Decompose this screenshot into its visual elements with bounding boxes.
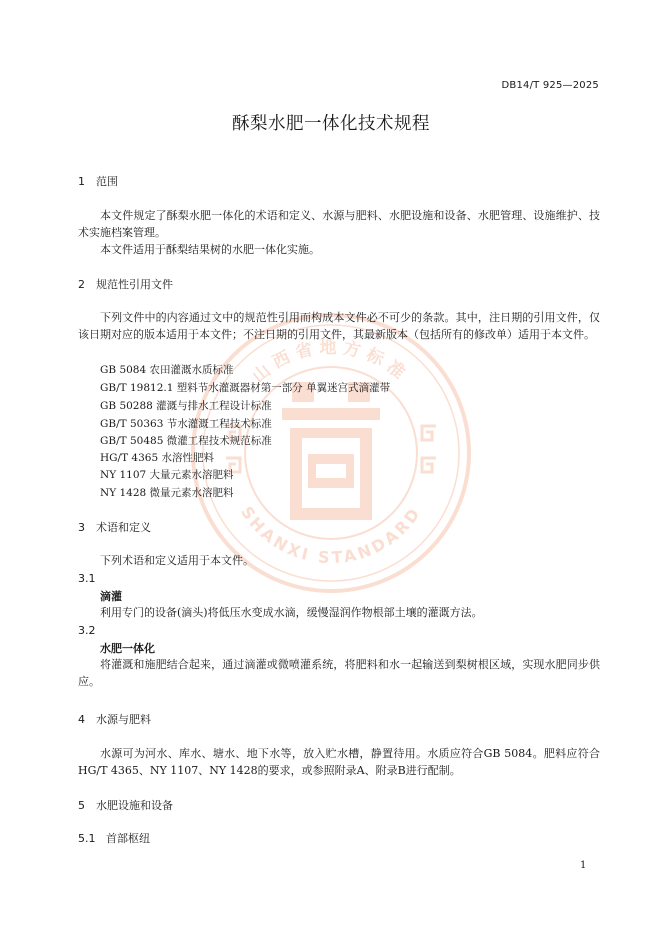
reference-item: GB/T 50363 节水灌溉工程技术标准 — [100, 418, 272, 430]
term-3-1-definition: 利用专门的设备(滴头)将低压水变成水滴，缓慢湿润作物根部土壤的灌溉方法。 — [100, 606, 483, 619]
term-3-2-definition: 将灌溉和施肥结合起来，通过滴灌或微喷灌系统，将肥料和水一起输送到梨树根区域，实现水肥同步供应。 — [78, 658, 600, 688]
reference-item: GB/T 19812.1 塑料节水灌溉器材第一部分 单翼迷宫式滴灌带 — [100, 382, 391, 394]
section-title: 范围 — [96, 175, 118, 188]
section-5-heading — [78, 797, 173, 813]
page-number: 1 — [580, 860, 587, 871]
section-number: 5 — [78, 799, 85, 812]
term-3-2-number: 3.2 — [78, 624, 96, 637]
watermark-text-bottom: SHANXI STANDARD — [237, 502, 426, 568]
section-number: 4 — [78, 713, 85, 726]
watermark-text-top: 山西省地方标准 — [248, 338, 414, 388]
reference-item: GB/T 50485 微灌工程技术规范标准 — [100, 435, 272, 447]
section-2-para: 下列文件中的内容通过文中的规范性引用而构成本文件必不可少的条款。其中，注日期的引用文件，仅该日期对应的版本适用于本文件；不注日期的引用文件，其最新版本（包括所有的修改单）适用于本文件。 — [78, 311, 600, 341]
section-5-1-heading — [78, 830, 150, 846]
section-number: 2 — [78, 278, 85, 291]
section-4-heading — [78, 711, 151, 727]
reference-item: GB 50288 灌溉与排水工程设计标准 — [100, 400, 272, 412]
reference-item: GB 5084 农田灌溉水质标准 — [100, 364, 234, 376]
doc-number: DB14/T 925—2025 — [501, 80, 599, 91]
term-3-1-number: 3.1 — [78, 572, 96, 585]
section-title: 水源与肥料 — [96, 713, 151, 726]
section-3-heading — [78, 519, 151, 535]
section-number: 3 — [78, 521, 85, 534]
section-1-para-2: 本文件适用于酥梨结果树的水肥一体化实施。 — [100, 243, 320, 256]
reference-item: NY 1428 微量元素水溶肥料 — [100, 487, 234, 499]
term-3-1: 滴灌 — [100, 590, 122, 603]
section-number: 5.1 — [78, 832, 96, 845]
term-3-2: 水肥一体化 — [100, 642, 155, 655]
section-2-heading — [78, 276, 173, 292]
section-number: 1 — [78, 175, 85, 188]
reference-item: NY 1107 大量元素水溶肥料 — [100, 469, 234, 481]
page-title: 酥梨水肥一体化技术规程 — [232, 114, 430, 134]
section-title: 术语和定义 — [96, 521, 151, 534]
watermark-emblem — [282, 382, 380, 520]
section-3-intro: 下列术语和定义适用于本文件。 — [100, 554, 254, 567]
section-title: 首部枢纽 — [106, 832, 150, 845]
section-title: 规范性引用文件 — [96, 278, 173, 291]
section-1-para-1: 本文件规定了酥梨水肥一体化的术语和定义、水源与肥料、水肥设施和设备、水肥管理、设施维护、技术实施档案管理。 — [78, 209, 600, 239]
section-1-heading — [78, 173, 118, 189]
reference-item: HG/T 4365 水溶性肥料 — [100, 452, 214, 464]
section-title: 水肥设施和设备 — [96, 799, 173, 812]
section-4-para: 水源可为河水、库水、塘水、地下水等，放入贮水槽，静置待用。水质应符合GB 5084。肥料应符合HG/T 4365、NY 1107、NY 1428的要求，或参照附录A、附录B进行配制。 — [78, 747, 600, 777]
